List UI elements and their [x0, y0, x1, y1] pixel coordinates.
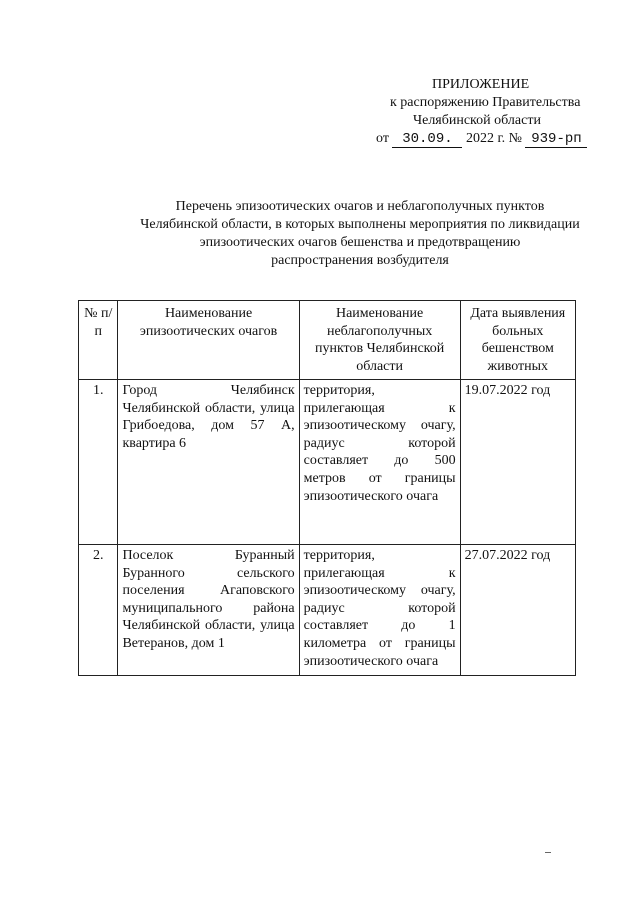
row-date: 19.07.2022 год: [460, 380, 575, 545]
appendix-line-region: Челябинской области: [413, 113, 541, 128]
title-line-4: распространения возбудителя: [271, 253, 449, 268]
header-points: Наименование неблагополучных пунктов Челябинской области: [299, 301, 460, 380]
foci-table: [78, 300, 576, 676]
table-row: [79, 380, 576, 545]
order-number: 939-рп: [525, 132, 587, 148]
row-point: территория, прилегающая к эпизоотическому очагу, радиус которой составляет до 1 километра от границы эпизоотического очага: [299, 545, 460, 676]
row-date: 27.07.2022 год: [460, 545, 575, 676]
row-point: территория, прилегающая к эпизоотическому очагу, радиус которой составляет до 500 метров от границы эпизоотического очага: [299, 380, 460, 545]
row-number: 2.: [79, 545, 118, 676]
appendix-block: [370, 76, 610, 148]
header-foci: Наименование эпизоотических очагов: [118, 301, 299, 380]
title-line-3: эпизоотических очагов бешенства и предотвращению: [199, 235, 521, 250]
table-header-row: [79, 301, 576, 380]
document-title: [120, 198, 600, 270]
row-number: 1.: [79, 380, 118, 545]
appendix-heading: ПРИЛОЖЕНИЕ: [432, 77, 530, 92]
table-row: [79, 545, 576, 676]
from-label: от: [376, 131, 389, 146]
row-focus: Поселок Буранный Буранного сельского поселения Агаповского муниципального района Челябинской области, улица Ветеранов, дом 1: [118, 545, 299, 676]
page-mark: [545, 852, 551, 853]
header-date: Дата выявления больных бешенством животных: [460, 301, 575, 380]
year-text: 2022 г. №: [465, 131, 522, 146]
appendix-date-number-line: [376, 130, 610, 148]
title-line-1: Перечень эпизоотических очагов и неблагополучных пунктов: [175, 199, 545, 214]
appendix-line-order: к распоряжению Правительства: [390, 95, 581, 110]
row-focus: Город Челябинск Челябинской области, улица Грибоедова, дом 57 А, квартира 6: [118, 380, 299, 545]
order-date: 30.09.: [392, 132, 462, 148]
header-number: № п/п: [79, 301, 118, 380]
title-line-2: Челябинской области, в которых выполнены мероприятия по ликвидации: [140, 217, 580, 232]
